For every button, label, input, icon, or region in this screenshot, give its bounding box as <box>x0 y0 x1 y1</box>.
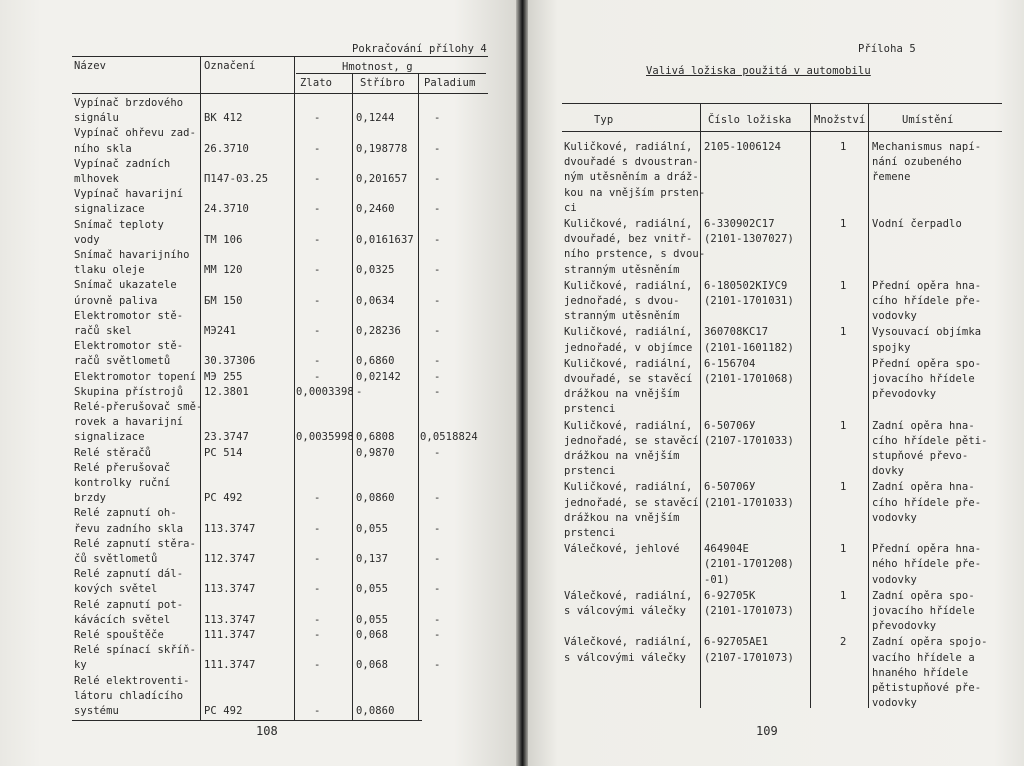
col-header-qty: Množství <box>814 114 866 126</box>
continuation-note: Pokračování přílohy 4 <box>352 43 487 55</box>
cell-palladium: - <box>434 553 441 565</box>
cell-designation: БМ 150 <box>204 294 243 307</box>
col-rule-4 <box>418 73 419 720</box>
cell-silver: 0,068 <box>356 659 389 672</box>
cell-placement: Přední opěra hna- cího hřídele pře- vodovky <box>872 279 982 323</box>
cell-silver: 0,0634 <box>356 294 395 307</box>
cell-quantity: 1 <box>840 543 847 556</box>
cell-type: Kuličkové, radiální, jednořadé, se stavěcí drážkou na vnějším prstenci <box>564 419 699 478</box>
cell-name: Relé stěračů <box>74 446 152 459</box>
cell-gold: - <box>314 659 321 672</box>
cell-palladium: 0,0518824 <box>420 431 478 444</box>
cell-name: Relé přerušovač kontrolky ruční brzdy <box>74 461 171 505</box>
cell-name: Relé-přerušovač smě- rovek a havarijní signalizace <box>74 401 203 444</box>
cell-placement: Zadní opěra spojo- vacího hřídele a hnaného hřídele pětistupňové pře- vodovky <box>872 636 988 710</box>
col-rule-r2 <box>810 103 811 708</box>
cell-name: Skupina přístrojů <box>74 385 184 398</box>
cell-silver: 0,0161637 <box>356 233 414 246</box>
cell-placement: Zadní opěra hna- cího hřídele pěti- stupňové převo- dovky <box>872 419 988 478</box>
cell-palladium: - <box>434 492 441 505</box>
col-header-gold: Zlato <box>300 77 333 89</box>
cell-name: Elektromotor topení <box>74 370 197 383</box>
cell-gold: - <box>314 173 321 185</box>
cell-name: Relé zapnutí pot- kávácích světel <box>74 598 184 626</box>
cell-name: Relé zapnutí stěra- čů světlometů <box>74 537 197 565</box>
cell-gold: - <box>314 370 321 383</box>
col-header-name: Název <box>74 60 107 72</box>
cell-placement: Mechanismus napí- nání ozubeného řemene <box>872 141 982 184</box>
cell-placement: Přední opěra spo- jovacího hřídele převodovky <box>872 357 982 401</box>
cell-placement: Zadní opěra hna- cího hřídele pře- vodovky <box>872 481 982 524</box>
cell-gold: - <box>314 629 321 641</box>
table-top-rule-right <box>562 103 1002 104</box>
cell-designation: МЭ 255 <box>204 370 243 383</box>
col-header-number: Číslo ložiska <box>708 114 792 126</box>
cell-gold: - <box>314 522 321 535</box>
col-header-weight: Hmotnost, g <box>342 61 413 73</box>
col-header-type: Typ <box>594 114 614 126</box>
cell-name: Relé elektroventi- látoru chladícího systému <box>74 674 190 717</box>
cell-name: Relé spínací skříň- ky <box>74 644 197 672</box>
cell-palladium: - <box>434 355 441 368</box>
col-header-placement: Umístění <box>902 114 954 126</box>
cell-silver: 0,6860 <box>356 355 395 368</box>
cell-name: Relé zapnutí oh- řevu zadního skla <box>74 507 184 535</box>
col-rule-1 <box>200 56 201 720</box>
cell-designation: 23.3747 <box>204 431 249 444</box>
table-bottom-rule <box>72 720 422 721</box>
cell-silver: 0,9870 <box>356 446 395 459</box>
cell-silver: 0,2460 <box>356 203 395 216</box>
cell-palladium: - <box>434 325 441 337</box>
cell-palladium: - <box>434 142 441 155</box>
cell-silver: 0,0860 <box>356 705 395 717</box>
cell-quantity: 1 <box>840 218 847 230</box>
cell-name: Snímač ukazatele úrovně paliva <box>74 279 177 307</box>
cell-designation: 111.3747 <box>204 629 256 641</box>
cell-type: Válečkové, radiální, s válcovými válečky <box>564 636 693 664</box>
cell-name: Elektromotor stě- račů světlometů <box>74 340 184 368</box>
cell-silver: 0,055 <box>356 583 389 596</box>
cell-silver: 0,02142 <box>356 370 401 383</box>
cell-silver: 0,055 <box>356 613 389 626</box>
cell-gold: - <box>314 553 321 565</box>
cell-placement: Přední opěra hna- ného hřídele pře- vodovky <box>872 543 982 586</box>
cell-gold: 0,0003398 <box>296 385 354 398</box>
cell-silver: 0,201657 <box>356 173 408 185</box>
cell-designation: 24.3710 <box>204 203 249 216</box>
annex-title: Valivá ložiska použitá v automobilu <box>646 65 871 77</box>
cell-name: Elektromotor stě- račů skel <box>74 309 184 337</box>
cell-bearing-number: 360708KC17 (2101-1601182) <box>704 326 794 354</box>
cell-designation: PC 514 <box>204 446 243 459</box>
cell-quantity: 1 <box>840 326 847 339</box>
cell-quantity: 1 <box>840 419 847 432</box>
cell-designation: 111.3747 <box>204 659 256 672</box>
cell-palladium: - <box>434 264 441 277</box>
cell-bearing-number: 6-330902C17 (2101-1307027) <box>704 218 794 246</box>
cell-palladium: - <box>434 583 441 596</box>
cell-quantity: 1 <box>840 589 847 602</box>
cell-type: Válečkové, jehlové <box>564 543 680 556</box>
cell-gold: - <box>314 583 321 596</box>
cell-designation: П147-03.25 <box>204 173 269 185</box>
cell-designation: МЭ241 <box>204 325 237 337</box>
cell-palladium: - <box>434 203 441 216</box>
cell-gold: - <box>314 264 321 277</box>
cell-palladium: - <box>434 370 441 383</box>
cell-name: Snímač havarijního tlaku oleje <box>74 249 190 277</box>
cell-gold: - <box>314 233 321 246</box>
cell-type: Kuličkové, radiální, jednořadé, v objímce <box>564 326 693 354</box>
cell-gold: - <box>314 294 321 307</box>
cell-designation: PC 492 <box>204 705 243 717</box>
cell-silver: 0,055 <box>356 522 389 535</box>
cell-gold: - <box>314 613 321 626</box>
page-number-right: 109 <box>756 724 778 738</box>
cell-type: Kuličkové, radiální, jednořadé, s dvou- stranným utěsněním <box>564 279 693 323</box>
cell-type: Kuličkové, radiální, dvouřadé, bez vnitř- ního prstence, s dvou- stranným utěsněním <box>564 218 706 276</box>
cell-bearing-number: 6-180502KIУC9 (2101-1701031) <box>704 279 794 307</box>
cell-bearing-number: 464904E (2101-1701208) -01) <box>704 543 794 586</box>
cell-bearing-number: 6-92705K (2101-1701073) <box>704 589 794 617</box>
cell-designation: BK 412 <box>204 112 243 125</box>
book-spine <box>516 0 528 766</box>
cell-designation: 112.3747 <box>204 553 256 565</box>
cell-placement: Vysouvací objímka spojky <box>872 326 982 354</box>
cell-quantity: 1 <box>840 279 847 292</box>
cell-name: Vypínač havarijní signalizace <box>74 188 184 216</box>
header-bottom-rule <box>72 93 488 94</box>
cell-bearing-number: 6-156704 (2101-1701068) <box>704 357 794 385</box>
cell-name: Vypínač zadních mlhovek <box>74 157 171 185</box>
cell-gold: - <box>314 203 321 216</box>
cell-gold: - <box>314 325 321 337</box>
col-rule-2 <box>294 56 295 720</box>
cell-palladium: - <box>434 112 441 125</box>
annex-label: Příloha 5 <box>858 43 916 55</box>
cell-palladium: - <box>434 173 441 185</box>
cell-bearing-number: 6-50706У (2107-1701033) <box>704 419 794 447</box>
col-rule-r3 <box>868 103 869 708</box>
cell-designation: 12.3801 <box>204 385 249 398</box>
cell-type: Válečkové, radiální, s válcovými válečky <box>564 589 693 617</box>
header-bottom-rule-right <box>562 131 1002 132</box>
cell-silver: 0,198778 <box>356 142 408 155</box>
cell-silver: 0,137 <box>356 553 389 565</box>
cell-bearing-number: 2105-1006124 <box>704 141 782 153</box>
cell-designation: 113.3747 <box>204 583 256 596</box>
cell-gold: - <box>314 492 321 505</box>
cell-gold: - <box>314 112 321 125</box>
cell-silver: - <box>356 385 363 398</box>
cell-quantity: 1 <box>840 141 847 153</box>
cell-palladium: - <box>434 629 441 641</box>
cell-name: Relé zapnutí dál- kových světel <box>74 568 184 596</box>
cell-designation: 113.3747 <box>204 522 256 535</box>
cell-palladium: - <box>434 613 441 626</box>
cell-type: Kuličkové, radiální, dvouřadé s dvoustran- ným utěsněním a dráž- kou na vnějším prsten- ci <box>564 141 706 214</box>
cell-palladium: - <box>434 294 441 307</box>
cell-gold: - <box>314 355 321 368</box>
right-page <box>528 0 1024 766</box>
cell-gold: 0,0035998 <box>296 431 354 444</box>
cell-placement: Vodní čerpadlo <box>872 218 962 230</box>
cell-designation: 113.3747 <box>204 613 256 626</box>
col-header-palladium: Paladium <box>424 77 476 89</box>
cell-name: Vypínač brzdového signálu <box>74 97 184 125</box>
cell-palladium: - <box>434 522 441 535</box>
cell-bearing-number: 6-92705AE1 (2107-1701073) <box>704 636 794 664</box>
cell-bearing-number: 6-50706У (2101-1701033) <box>704 481 794 509</box>
page-number-left: 108 <box>256 724 278 738</box>
cell-palladium: - <box>434 385 441 398</box>
cell-designation: TM 106 <box>204 233 243 246</box>
cell-silver: 0,28236 <box>356 325 401 337</box>
cell-quantity: 2 <box>840 636 847 649</box>
cell-designation: 30.37306 <box>204 355 256 368</box>
col-header-silver: Stříbro <box>360 77 405 89</box>
cell-name: Vypínač ohřevu zad- ního skla <box>74 127 197 155</box>
cell-name: Relé spouštěče <box>74 629 164 641</box>
cell-silver: 0,0325 <box>356 264 395 277</box>
cell-palladium: - <box>434 659 441 672</box>
cell-gold: - <box>314 705 321 717</box>
cell-gold: - <box>314 142 321 155</box>
table-top-rule <box>72 56 488 57</box>
cell-silver: 0,0860 <box>356 492 395 505</box>
cell-silver: 0,068 <box>356 629 389 641</box>
cell-silver: 0,6808 <box>356 431 395 444</box>
cell-designation: MM 120 <box>204 264 243 277</box>
cell-palladium: - <box>434 446 441 459</box>
cell-silver: 0,1244 <box>356 112 395 125</box>
cell-palladium: - <box>434 233 441 246</box>
cell-designation: PC 492 <box>204 492 243 505</box>
cell-type: Kuličkové, radiální, dvouřadé, se stavěcí drážkou na vnějším prstenci <box>564 357 693 416</box>
cell-quantity: 1 <box>840 481 847 494</box>
cell-placement: Zadní opěra spo- jovacího hřídele převodovky <box>872 589 975 633</box>
cell-type: Kuličkové, radiální, jednořadé, se stavěcí drážkou na vnějším prstenci <box>564 481 699 539</box>
cell-designation: 26.3710 <box>204 142 249 155</box>
cell-name: Snímač teploty vody <box>74 218 164 246</box>
col-header-designation: Označení <box>204 60 256 72</box>
